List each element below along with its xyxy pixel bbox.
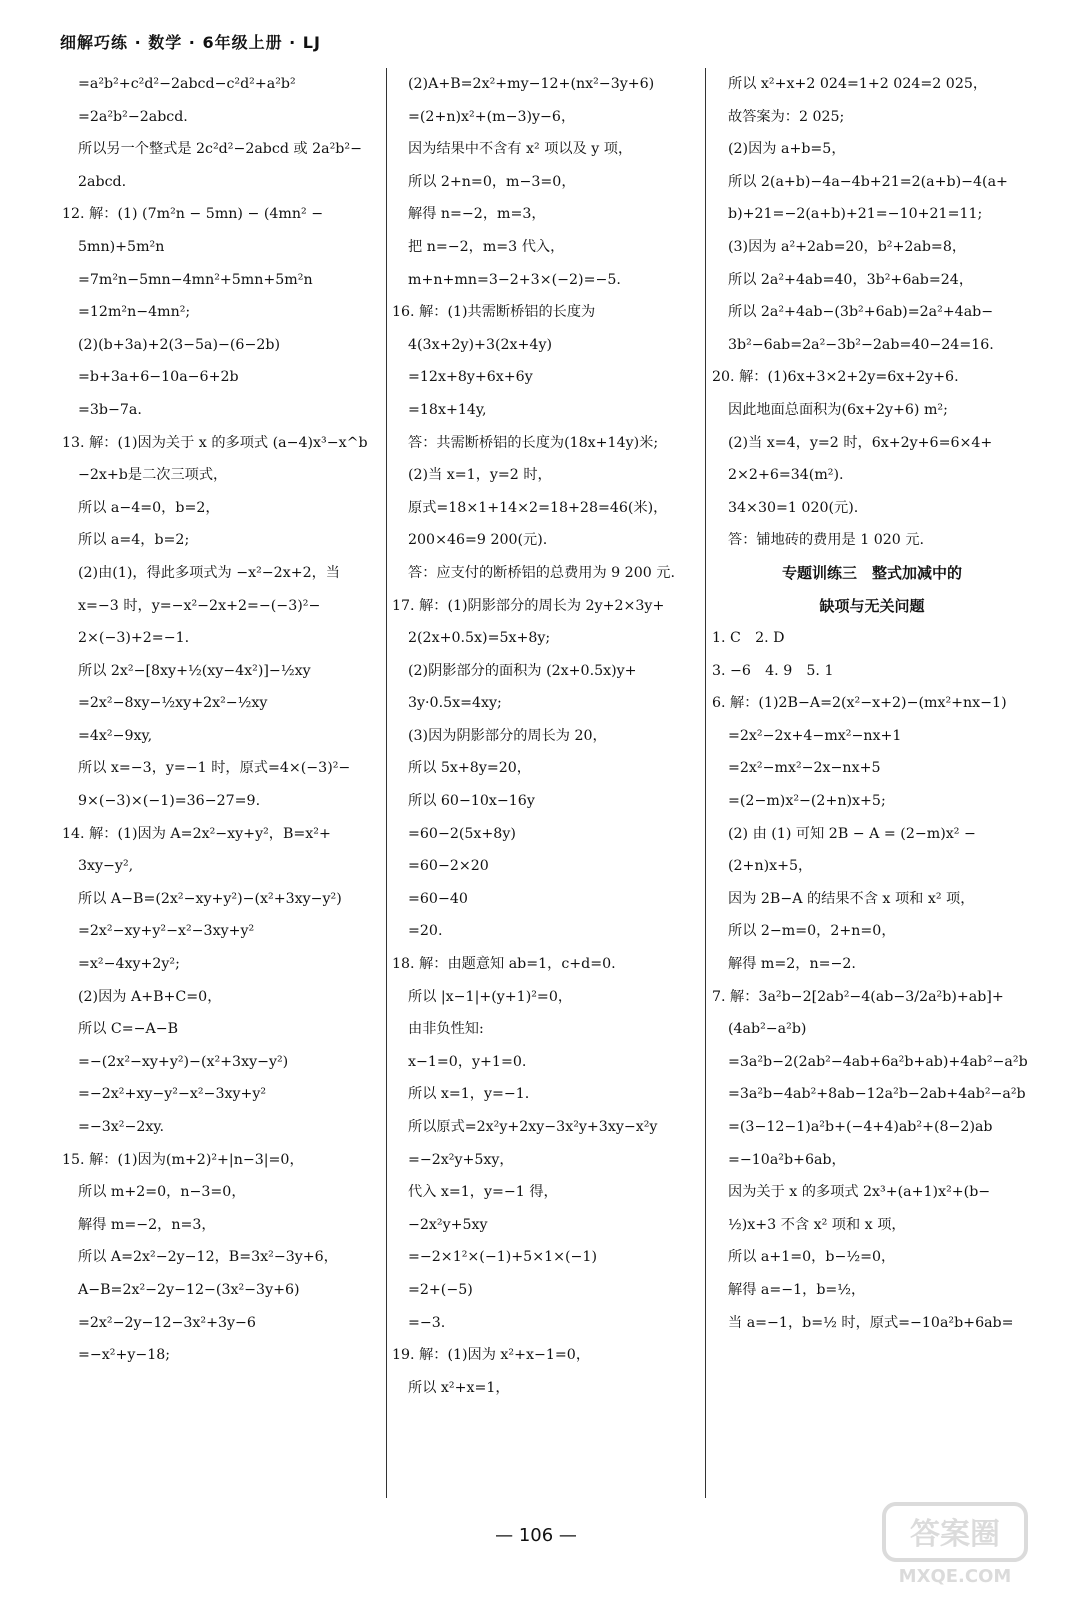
text-line: 当 a=−1，b=½ 时，原式=−10a²b+6ab=: [728, 1314, 1014, 1331]
text-line: =b+3a+6−10a−6+2b: [78, 369, 239, 386]
text-line: 解得 n=−2，m=3，: [408, 206, 546, 223]
text-line: =12m²n−4mn²;: [78, 304, 191, 321]
text-line: 9×(−3)×(−1)=36−27=9.: [78, 793, 261, 810]
text-line: x=−3 时，y=−x²−2x+2=−(−3)²−: [78, 597, 321, 614]
text-line: (2) 由 (1) 可知 2B − A = (2−m)x² −: [728, 825, 976, 842]
text-line: (2)(b+3a)+2(3−5a)−(6−2b): [78, 336, 280, 353]
text-line: =60−2×20: [408, 858, 489, 875]
text-line: 14. 解：(1)因为 A=2x²−xy+y²，B=x²+: [62, 825, 331, 842]
text-line: =(2−m)x²−(2+n)x+5;: [728, 793, 886, 810]
text-line: =2x²−mx²−2x−nx+5: [728, 760, 881, 777]
text-line: 18. 解：由题意知 ab=1，c+d=0.: [392, 956, 616, 973]
text-line: 所以 a=4，b=2;: [78, 532, 190, 549]
text-line: =−2×1²×(−1)+5×1×(−1): [408, 1249, 597, 1266]
text-line: 12. 解：(1) (7m²n − 5mn) − (4mn² −: [62, 206, 324, 223]
text-line: 15. 解：(1)因为(m+2)²+|n−3|=0，: [62, 1151, 304, 1168]
text-line: 所以 C=−A−B: [78, 1021, 179, 1038]
text-line: 所以 2x²−[8xy+½(xy−4x²)]−½xy: [78, 662, 311, 679]
text-line: =3b−7a.: [78, 401, 142, 418]
text-line: 因为关于 x 的多项式 2x³+(a+1)x²+(b−: [728, 1184, 991, 1201]
column-middle: [392, 68, 702, 1404]
text-line: =2+(−5): [408, 1281, 473, 1298]
text-line: 2(2x+0.5x)=5x+8y;: [408, 630, 551, 647]
page-header: 细解巧练 · 数学 · 6年级上册 · LJ: [60, 33, 321, 52]
text-line: 因为结果中不含有 x² 项以及 y 项，: [408, 141, 633, 158]
text-line: −2x²y+5xy: [408, 1216, 488, 1233]
column-right: [712, 68, 1032, 1339]
text-line: =x²−4xy+2y²;: [78, 956, 180, 973]
text-line: 3. −6 4. 9 5. 1: [712, 662, 834, 679]
text-line: 所以 2−m=0，2+n=0，: [728, 923, 896, 940]
text-line: 1. C 2. D: [712, 630, 785, 647]
text-line: 16. 解：(1)共需断桥铝的长度为: [392, 304, 596, 321]
text-line: (2+n)x+5，: [728, 858, 813, 875]
text-line: 200×46=9 200(元).: [408, 532, 548, 549]
text-line: ½)x+3 不含 x² 项和 x 项，: [728, 1216, 906, 1233]
text-line: A−B=2x²−2y−12−(3x²−3y+6): [78, 1281, 300, 1298]
text-line: =−3.: [408, 1314, 446, 1331]
text-line: 把 n=−2，m=3 代入，: [408, 238, 565, 255]
text-line: 19. 解：(1)因为 x²+x−1=0，: [392, 1347, 591, 1364]
text-line: 7. 解：3a²b−2[2ab²−4(ab−3/2a²b)+ab]+: [712, 988, 1004, 1005]
text-line: 故答案为：2 025;: [728, 108, 845, 125]
column-divider-1: [386, 68, 387, 1498]
text-line: =12x+8y+6x+6y: [408, 369, 533, 386]
text-line: =−(2x²−xy+y²)−(x²+3xy−y²): [78, 1053, 289, 1070]
text-line: b)+21=−2(a+b)+21=−10+21=11;: [728, 206, 983, 223]
text-line: 所以另一个整式是 2c²d²−2abcd 或 2a²b²−: [78, 141, 362, 158]
text-line: 所以 x=1，y=−1.: [408, 1086, 530, 1103]
text-line: 2×2+6=34(m²).: [728, 467, 844, 484]
text-line: 所以 m+2=0，n−3=0，: [78, 1184, 246, 1201]
text-line: 因为 2B−A 的结果不含 x 项和 x² 项，: [728, 890, 975, 907]
text-line: =2x²−8xy−½xy+2x²−½xy: [78, 695, 268, 712]
text-line: 所以 2a²+4ab=40，3b²+6ab=24，: [728, 271, 974, 288]
svg-text:MXQE.COM: MXQE.COM: [898, 1566, 1012, 1587]
text-line: −2x+b是二次三项式，: [78, 467, 228, 484]
text-line: 2abcd.: [78, 173, 127, 190]
text-line: =7m²n−5mn−4mn²+5mn+5m²n: [78, 271, 313, 288]
column-left: [62, 68, 384, 1372]
text-line: 20. 解：(1)6x+3×2+2y=6x+2y+6.: [712, 369, 959, 386]
text-line: =−2x²y+5xy，: [408, 1151, 514, 1168]
text-line: =−3x²−2xy.: [78, 1119, 165, 1135]
text-line: =2x²−2x+4−mx²−nx+1: [728, 727, 902, 744]
text-line: =a²b²+c²d²−2abcd−c²d²+a²b²: [78, 76, 296, 92]
text-line: 解得 m=−2，n=3，: [78, 1216, 216, 1233]
text-line: 因此地面总面积为(6x+2y+6) m²;: [728, 401, 948, 418]
text-line: 答：应支付的断桥铝的总费用为 9 200 元.: [408, 564, 675, 581]
text-line: =2a²b²−2abcd.: [78, 108, 188, 125]
text-line: 所以 2+n=0，m−3=0，: [408, 173, 576, 190]
text-line: m+n+mn=3−2+3×(−2)=−5.: [408, 271, 621, 288]
text-line: =60−40: [408, 890, 468, 907]
text-line: 所以 a+1=0，b−½=0，: [728, 1249, 896, 1266]
text-line: 所以 A−B=(2x²−xy+y²)−(x²+3xy−y²): [78, 890, 342, 907]
text-line: =−2x²+xy−y²−x²−3xy+y²: [78, 1086, 267, 1103]
text-line: (2)当 x=1，y=2 时，: [408, 467, 552, 484]
page-number: — 106 —: [495, 1525, 577, 1546]
text-line: 所以 2a²+4ab−(3b²+6ab)=2a²+4ab−: [728, 304, 994, 321]
text-line: 34×30=1 020(元).: [728, 499, 859, 516]
text-line: (2)A+B=2x²+my−12+(nx²−3y+6): [408, 76, 655, 92]
column-divider-2: [705, 68, 706, 1498]
text-line: =(3−12−1)a²b+(−4+4)ab²+(8−2)ab: [728, 1119, 993, 1135]
text-line: 解得 a=−1，b=½，: [728, 1281, 866, 1298]
text-line: 所以 x²+x+2 024=1+2 024=2 025，: [728, 76, 988, 92]
text-line: 3xy−y²,: [78, 858, 134, 875]
text-line: 答：铺地砖的费用是 1 020 元.: [728, 532, 925, 549]
text-line: =2x²−2y−12−3x²+3y−6: [78, 1314, 256, 1331]
text-line: 所以 a−4=0，b=2，: [78, 499, 220, 516]
text-line: (2)由(1)，得此多项式为 −x²−2x+2，当: [78, 564, 340, 581]
text-line: =60−2(5x+8y): [408, 825, 516, 842]
text-line: 所以 2(a+b)−4a−4b+21=2(a+b)−4(a+: [728, 173, 1008, 190]
text-line: 所以 60−10x−16y: [408, 793, 535, 810]
text-line: =−10a²b+6ab，: [728, 1151, 846, 1168]
text-line: 由非负性知:: [408, 1021, 484, 1038]
text-line: 4(3x+2y)+3(2x+4y): [408, 336, 552, 353]
text-line: 所以 5x+8y=20，: [408, 760, 531, 777]
text-line: (2)阴影部分的面积为 (2x+0.5x)y+: [408, 662, 637, 679]
text-line: x−1=0，y+1=0.: [408, 1053, 527, 1070]
text-line: (2)因为 A+B+C=0，: [78, 988, 222, 1005]
text-line: 3y·0.5x=4xy;: [408, 695, 502, 712]
text-line: 所以原式=2x²y+2xy−3x²y+3xy−x²y: [408, 1119, 658, 1135]
text-line: =4x²−9xy,: [78, 727, 153, 744]
text-line: =18x+14y,: [408, 401, 487, 418]
text-line: (3)因为阴影部分的周长为 20，: [408, 727, 607, 744]
text-line: (2)当 x=4，y=2 时，6x+2y+6=6×4+: [728, 434, 993, 451]
text-line: =3a²b−2(2ab²−4ab+6a²b+ab)+4ab²−a²b: [728, 1053, 1028, 1070]
text-line: 所以 x=−3，y=−1 时，原式=4×(−3)²−: [78, 760, 351, 777]
text-line: 所以 |x−1|+(y+1)²=0，: [408, 988, 573, 1005]
text-line: 3b²−6ab=2a²−3b²−2ab=40−24=16.: [728, 336, 994, 353]
text-line: 13. 解：(1)因为关于 x 的多项式 (a−4)x³−x^b: [62, 434, 368, 451]
text-line: =20.: [408, 923, 443, 940]
text-line: 缺项与无关问题: [819, 596, 925, 615]
text-line: 17. 解：(1)阴影部分的周长为 2y+2×3y+: [392, 597, 665, 614]
text-line: =2x²−xy+y²−x²−3xy+y²: [78, 923, 255, 940]
text-line: (2)因为 a+b=5，: [728, 141, 846, 158]
watermark-logo: [880, 1500, 1030, 1590]
text-line: (4ab²−a²b): [728, 1021, 807, 1038]
text-line: 5mn)+5m²n: [78, 238, 165, 255]
text-line: (3)因为 a²+2ab=20，b²+2ab=8，: [728, 238, 967, 255]
text-line: =3a²b−4ab²+8ab−12a²b−2ab+4ab²−a²b: [728, 1086, 1026, 1103]
text-line: 解得 m=2，n=−2.: [728, 956, 856, 973]
text-line: 专题训练三 整式加减中的: [781, 563, 962, 582]
text-line: =−x²+y−18;: [78, 1347, 171, 1364]
text-line: 所以 x²+x=1，: [408, 1379, 510, 1396]
svg-text:答案圈: 答案圈: [910, 1517, 1000, 1552]
text-line: =(2+n)x²+(m−3)y−6，: [408, 108, 576, 125]
text-line: 所以 A=2x²−2y−12，B=3x²−3y+6，: [78, 1249, 338, 1266]
text-line: 原式=18×1+14×2=18+28=46(米)，: [408, 499, 668, 516]
text-line: 2×(−3)+2=−1.: [78, 630, 190, 647]
text-line: 答：共需断桥铝的长度为(18x+14y)米;: [408, 434, 659, 451]
text-line: 6. 解：(1)2B−A=2(x²−x+2)−(mx²+nx−1): [712, 695, 1007, 712]
text-line: 代入 x=1，y=−1 得，: [408, 1184, 558, 1201]
